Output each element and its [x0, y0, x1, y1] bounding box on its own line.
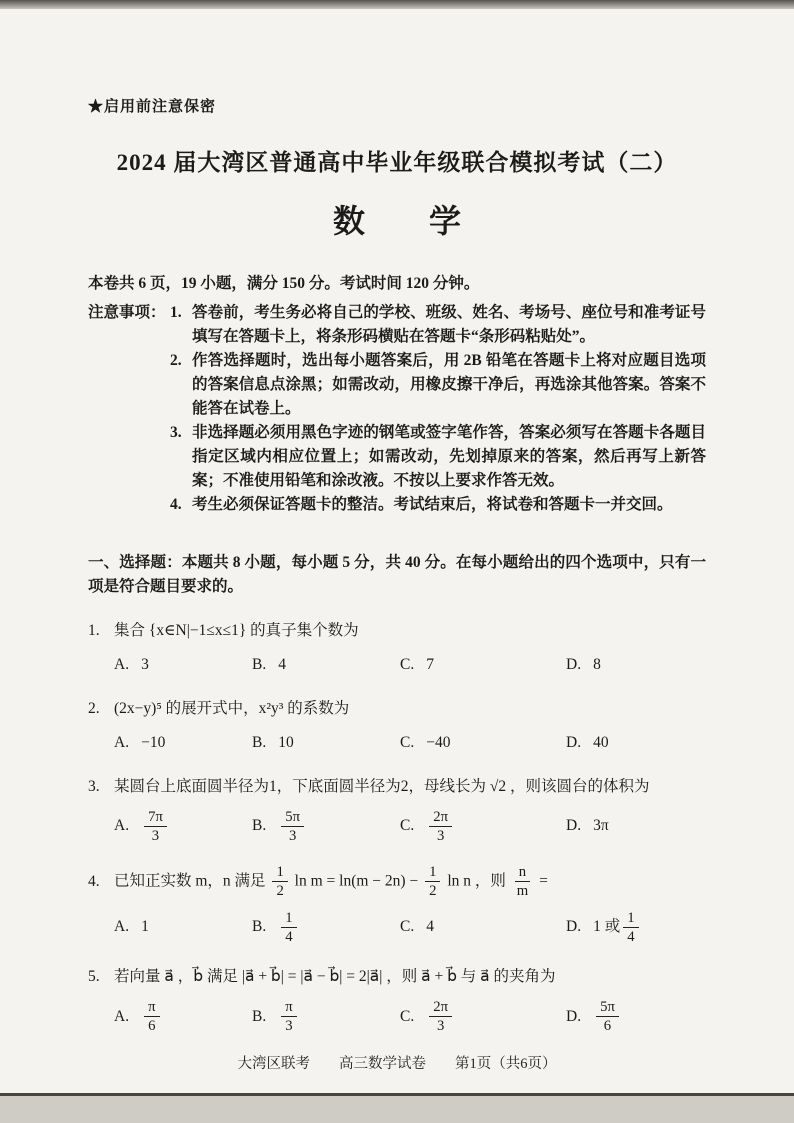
notice-list — [170, 301, 706, 517]
scan-edge-top — [0, 0, 794, 9]
option-text: −10 — [141, 733, 166, 751]
fraction-denominator: 6 — [148, 1018, 156, 1035]
option-label: D. — [566, 817, 582, 835]
notice-number: 4. — [170, 495, 182, 513]
option-text: 4 — [426, 918, 434, 936]
fraction-numerator: π — [144, 999, 159, 1017]
notice-text: 非选择题必须用黑色字迹的钢笔或签字笔作答，答案必须写在答题卡各题目指定区域内相应位置上；如需改动，先划掉原来的答案，然后再写上新答案；不准使用铅笔和涂改液。不按以上要求作答无效。 — [192, 423, 706, 489]
fraction-denominator: 6 — [603, 1018, 612, 1035]
options-row — [88, 653, 706, 677]
option-c — [400, 653, 566, 677]
question-number: 2. — [88, 699, 100, 717]
option-label: B. — [252, 655, 267, 673]
options-row — [88, 999, 706, 1034]
option-label: A. — [114, 918, 130, 936]
option-label: C. — [400, 655, 415, 673]
option-d — [566, 910, 706, 945]
fraction-denominator: 2 — [429, 883, 437, 900]
stem-fraction — [513, 864, 532, 899]
option-text: 3 — [141, 655, 149, 673]
option-fraction — [429, 809, 452, 844]
question-stem: 某圆台上底面圆半径为1，下底面圆半径为2，母线长为 √2 ，则该圆台的体积为 — [114, 777, 650, 795]
fraction-numerator: 1 — [425, 864, 440, 882]
option-label: B. — [252, 733, 267, 751]
exam-info-line: 本卷共 6 页，19 小题，满分 150 分。考试时间 120 分钟。 — [88, 275, 480, 293]
options-row — [88, 809, 706, 844]
option-fraction — [429, 999, 452, 1034]
question-stem: 集合 {x∈N|−1≤x≤1} 的真子集个数为 — [114, 621, 359, 639]
scan-edge-bottom — [0, 1096, 794, 1123]
option-label: D. — [566, 918, 582, 936]
questions-list — [88, 619, 706, 1035]
option-c — [400, 809, 566, 844]
option-d — [566, 653, 706, 677]
fraction-denominator: 3 — [436, 827, 445, 844]
option-text: 10 — [278, 733, 294, 751]
question-2 — [88, 697, 706, 755]
option-text: 1 — [141, 918, 149, 936]
question-stem: 若向量 a⃗ ，b⃗ 满足 |a⃗ + b⃗| = |a⃗ − b⃗| = 2|a⃗| ，则 a⃗ + b⃗ 与 a⃗ 的夹角为 — [114, 967, 556, 985]
option-pre-text: 1 或 — [593, 918, 621, 936]
fraction-numerator: 1 — [281, 910, 296, 928]
question-5 — [88, 965, 706, 1034]
option-fraction — [144, 999, 159, 1034]
option-label: C. — [400, 817, 415, 835]
option-fraction — [281, 999, 296, 1034]
option-label: A. — [114, 655, 130, 673]
question-4 — [88, 864, 706, 945]
fraction-numerator: 2π — [429, 999, 452, 1017]
option-fraction — [281, 910, 296, 945]
options-row — [88, 731, 706, 755]
fraction-denominator: m — [516, 883, 529, 900]
option-a — [114, 915, 252, 939]
question-1 — [88, 619, 706, 677]
fraction-numerator: 7π — [144, 809, 167, 827]
option-d — [566, 731, 706, 755]
notice-item — [170, 493, 706, 517]
notice-item — [170, 349, 706, 421]
question-3 — [88, 775, 706, 844]
security-note: ★启用前注意保密 — [88, 99, 217, 115]
fraction-numerator: 1 — [272, 864, 287, 882]
option-b — [252, 731, 400, 755]
fraction-denominator: 2 — [276, 883, 284, 900]
fraction-denominator: 3 — [285, 1018, 293, 1035]
question-number: 4. — [88, 872, 100, 890]
option-label: C. — [400, 918, 415, 936]
option-text: 7 — [426, 655, 434, 673]
option-fraction — [144, 809, 167, 844]
stem-text: ln n ，则 — [443, 872, 510, 890]
stem-fraction — [425, 864, 440, 899]
option-text: 3π — [593, 817, 609, 835]
question-number: 5. — [88, 967, 100, 985]
fraction-numerator: 1 — [623, 910, 638, 928]
option-c — [400, 915, 566, 939]
page-footer: 大湾区联考 高三数学试卷 第1页（共6页） — [237, 1056, 557, 1072]
option-b — [252, 809, 400, 844]
option-a — [114, 809, 252, 844]
option-label: A. — [114, 733, 130, 751]
notice-text: 答卷前，考生务必将自己的学校、班级、姓名、考场号、座位号和准考证号填写在答题卡上，将条形码横贴在答题卡“条形码粘贴处”。 — [192, 303, 706, 345]
option-d — [566, 999, 706, 1034]
fraction-numerator: 5π — [281, 809, 304, 827]
fraction-denominator: 3 — [151, 827, 160, 844]
fraction-numerator: 2π — [429, 809, 452, 827]
option-a — [114, 653, 252, 677]
option-label: C. — [400, 733, 415, 751]
option-label: B. — [252, 918, 267, 936]
question-stem: (2x−y)⁵ 的展开式中，x²y³ 的系数为 — [114, 699, 350, 717]
notice-text: 考生必须保证答题卡的整洁。考试结束后，将试卷和答题卡一并交回。 — [192, 495, 673, 513]
question-stem — [114, 864, 706, 899]
option-d — [566, 814, 706, 838]
stem-text: = — [535, 872, 548, 890]
option-fraction — [596, 999, 619, 1034]
option-label: D. — [566, 1007, 582, 1025]
option-b — [252, 653, 400, 677]
notice-item — [170, 301, 706, 349]
exam-title: 2024 届大湾区普通高中毕业年级联合模拟考试（二） — [116, 150, 678, 176]
fraction-denominator: 4 — [285, 928, 293, 945]
option-text: 8 — [593, 655, 601, 673]
stem-text: 已知正实数 m，n 满足 — [114, 872, 270, 890]
stem-fraction — [272, 864, 287, 899]
option-label: B. — [252, 817, 267, 835]
section1-heading: 一、选择题：本题共 8 小题，每小题 5 分，共 40 分。在每小题给出的四个选项中，只有一项是符合题目要求的。 — [88, 553, 706, 595]
fraction-numerator: n — [515, 864, 530, 882]
notice-item — [170, 421, 706, 493]
option-label: D. — [566, 733, 582, 751]
notices-block — [88, 301, 706, 517]
option-label: A. — [114, 1007, 130, 1025]
notice-number: 2. — [170, 351, 182, 369]
subject-title: 数 学 — [332, 202, 461, 239]
option-b — [252, 999, 400, 1034]
fraction-numerator: 5π — [596, 999, 619, 1017]
question-number: 3. — [88, 777, 100, 795]
option-a — [114, 731, 252, 755]
option-b — [252, 910, 400, 945]
notices-label: 注意事项： — [88, 303, 166, 321]
option-a — [114, 999, 252, 1034]
fraction-numerator: π — [281, 999, 296, 1017]
option-fraction — [623, 910, 638, 945]
option-text: 4 — [278, 655, 286, 673]
option-label: D. — [566, 655, 582, 673]
option-c — [400, 999, 566, 1034]
option-text: −40 — [426, 733, 451, 751]
fraction-denominator: 3 — [436, 1018, 445, 1035]
fraction-denominator: 4 — [627, 928, 635, 945]
fraction-denominator: 3 — [288, 827, 297, 844]
option-fraction — [281, 809, 304, 844]
question-number: 1. — [88, 621, 100, 639]
notice-number: 3. — [170, 423, 182, 441]
notice-number: 1. — [170, 303, 182, 321]
options-row — [88, 910, 706, 945]
option-label: B. — [252, 1007, 267, 1025]
option-text: 40 — [593, 733, 609, 751]
option-label: C. — [400, 1007, 415, 1025]
option-c — [400, 731, 566, 755]
option-label: A. — [114, 817, 130, 835]
notice-text: 作答选择题时，选出每小题答案后，用 2B 铅笔在答题卡上将对应题目选项的答案信息点涂黑；如需改动，用橡皮擦干净后，再选涂其他答案。答案不能答在试卷上。 — [192, 351, 706, 417]
stem-text: ln m = ln(m − 2n) − — [290, 872, 423, 890]
